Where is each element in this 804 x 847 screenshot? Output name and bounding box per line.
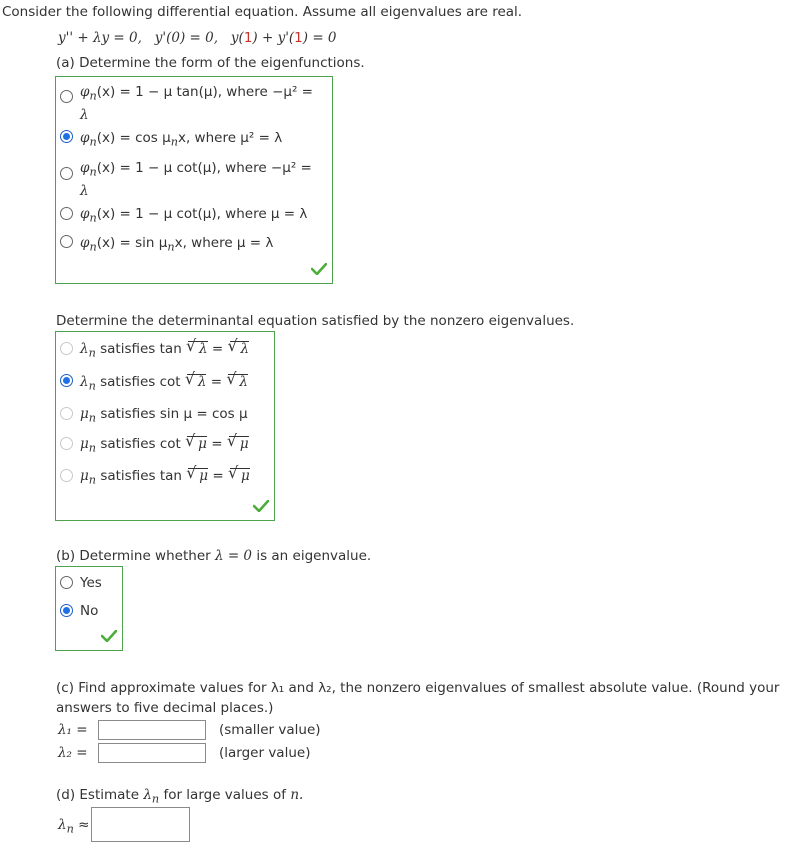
part-a-option-3-radio[interactable]: [60, 167, 73, 180]
part-det-correct-check-icon: [253, 500, 269, 512]
part-c-lambda2-label: λ₂ =: [58, 745, 88, 761]
equation-bc2-a: y(: [230, 30, 244, 46]
part-det-option-4-radio[interactable]: [60, 437, 73, 450]
equation-bc2-one-a: 1: [243, 30, 253, 46]
part-b-option-yes-radio[interactable]: [60, 576, 73, 589]
part-c-lambda2-input[interactable]: [98, 743, 206, 763]
part-a-option-5-radio[interactable]: [60, 235, 73, 248]
part-b-question: (b) Determine whether λ = 0 is an eigenvalue.: [56, 548, 372, 564]
part-c-question-line2: answers to five decimal places.): [56, 700, 274, 716]
part-a-question: (a) Determine the form of the eigenfunctions.: [56, 55, 365, 71]
part-c-lambda1-input[interactable]: [98, 720, 206, 740]
part-a-option-2-text: $\varphi_n(x) = \cos \mu_nx$, where μ² = λ: [80, 130, 283, 149]
part-det-option-4-text: $\mu_n$ satisfies cot √ μ = √ μ: [80, 436, 249, 455]
part-det-option-1-radio[interactable]: [60, 342, 73, 355]
part-a-option-1-radio[interactable]: [60, 90, 73, 103]
equation-bc2-b: ) + y'(: [252, 30, 295, 46]
equation-bc2-one-b: 1: [294, 30, 303, 46]
part-a-option-4-radio[interactable]: [60, 207, 73, 220]
part-det-option-3-text: $\mu_n$ satisfies sin μ = cos μ: [80, 406, 248, 425]
part-a-option-1-line2: λ: [80, 107, 89, 123]
part-a-correct-check-icon: [311, 263, 327, 275]
part-a-option-5-text: $\varphi_n(x) = \sin \mu_nx$, where μ = λ: [80, 235, 274, 254]
equation: [58, 30, 337, 46]
part-b-option-yes-label: Yes: [80, 575, 102, 591]
part-det-question: Determine the determinantal equation satisfied by the nonzero eigenvalues.: [56, 313, 575, 329]
part-d-answer-input[interactable]: [91, 807, 190, 842]
intro-text: Consider the following differential equation. Assume all eigenvalues are real.: [2, 4, 523, 20]
part-det-option-2-text: $\lambda_n$ satisfies cot √ λ = √ λ: [80, 374, 248, 393]
part-det-option-5-text: $\mu_n$ satisfies tan √ μ = √ μ: [80, 468, 250, 487]
part-det-option-3-radio[interactable]: [60, 407, 73, 420]
part-a-option-4-text: $\varphi_n(x) = 1 - \mu$ cot(μ), where μ = λ: [80, 206, 308, 225]
part-c-lambda1-label: λ₁ =: [58, 722, 88, 738]
part-det-option-5-radio[interactable]: [60, 469, 73, 482]
part-c-lambda2-note: (larger value): [219, 745, 311, 761]
part-b-correct-check-icon: [101, 630, 117, 642]
part-b-option-no-radio[interactable]: [60, 604, 73, 617]
part-b-option-no-label: No: [80, 603, 99, 619]
part-d-question: (d) Estimate $\lambda_n$ for large values of n.: [56, 787, 304, 806]
part-det-option-2-radio[interactable]: [60, 374, 73, 387]
part-a-option-3-line2: λ: [80, 183, 89, 199]
part-det-option-1-text: $\lambda_n$ satisfies tan √ λ = √ λ: [80, 341, 249, 360]
part-d-answer-label: $\lambda_n$ ≈: [58, 817, 90, 836]
equation-lhs: y'' + λy = 0,: [58, 30, 142, 46]
part-a-option-1-text: $\varphi_n(x) = 1 - \mu$ tan(μ), where −μ² =: [80, 84, 313, 103]
part-a-option-2-radio[interactable]: [60, 130, 73, 143]
equation-bc2-c: ) = 0: [302, 30, 337, 46]
part-a-option-3-text: $\varphi_n(x) = 1 - \mu$ cot(μ), where −μ² =: [80, 160, 312, 179]
part-c-lambda1-note: (smaller value): [219, 722, 321, 738]
equation-bc1: y'(0) = 0,: [154, 30, 219, 46]
part-c-question-line1: (c) Find approximate values for λ₁ and λ₂, the nonzero eigenvalues of smallest absolute value. (Round your: [56, 680, 780, 696]
